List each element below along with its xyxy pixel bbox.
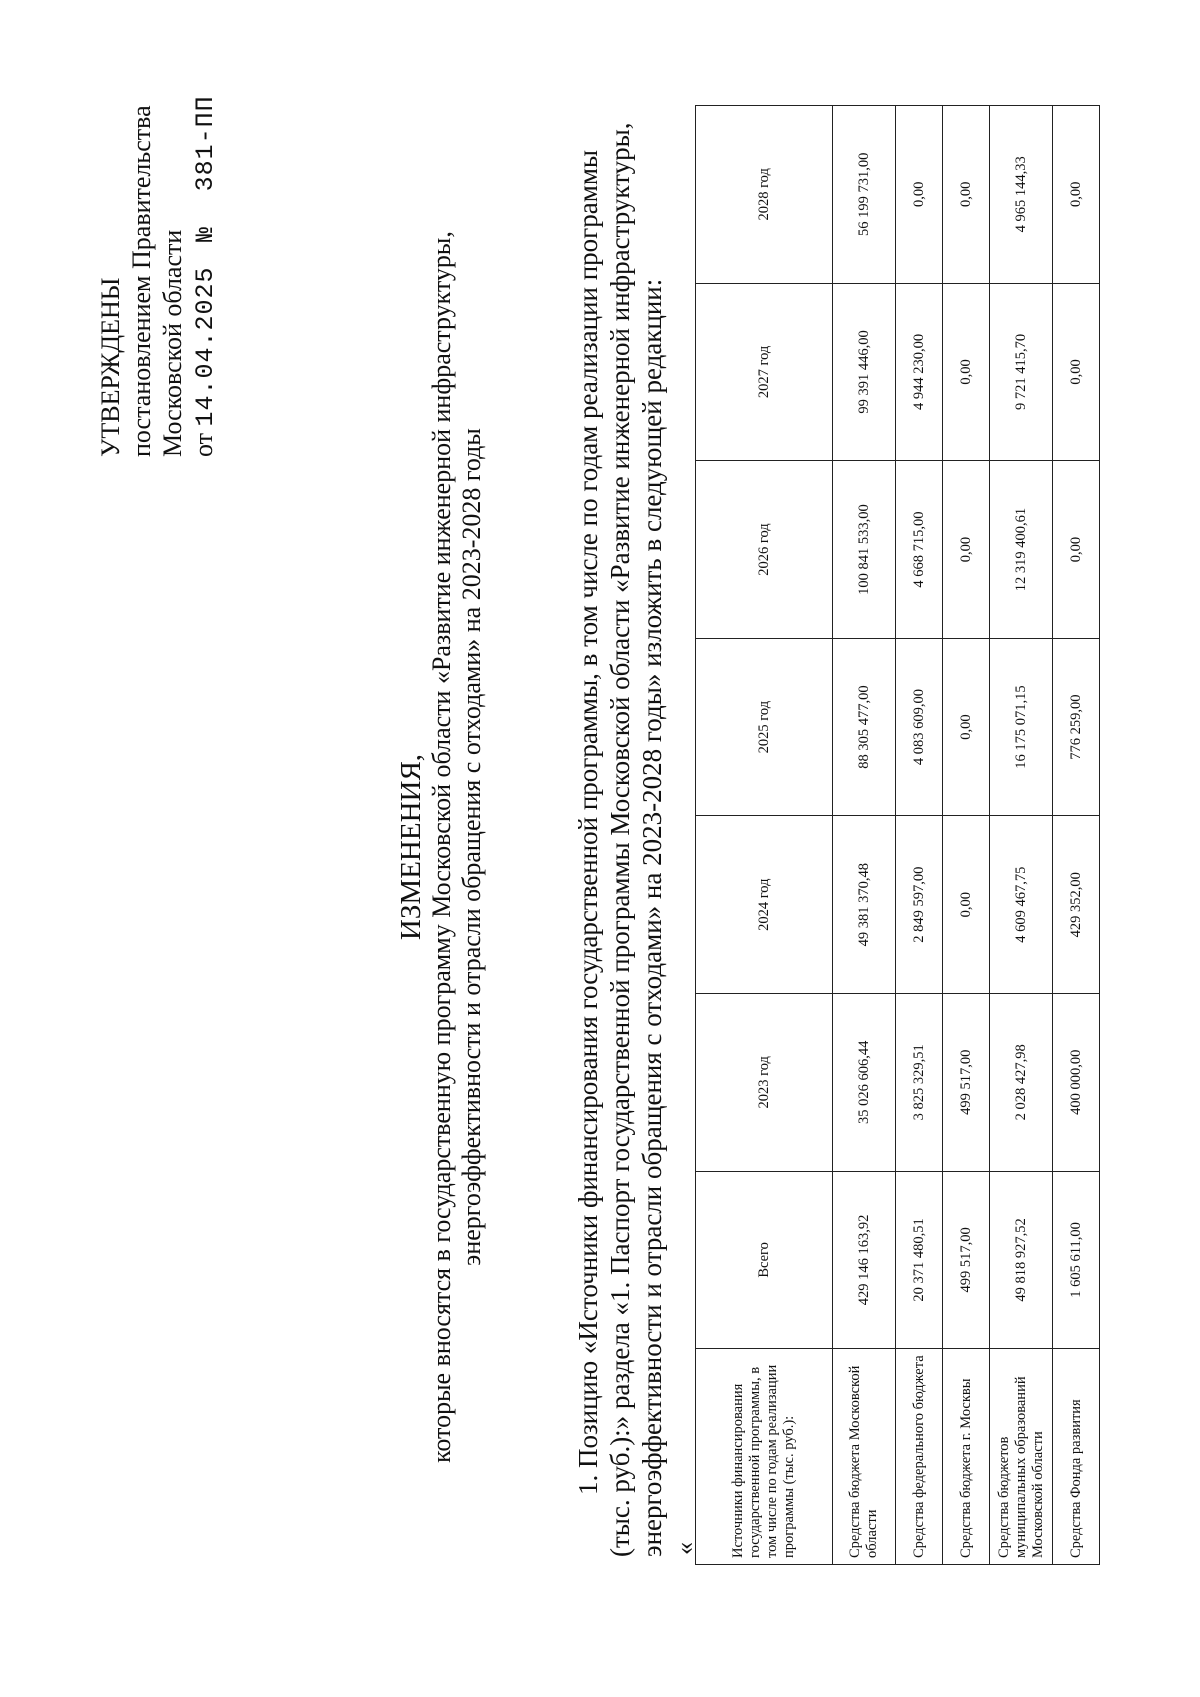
- approval-number: 381-ПП: [191, 95, 220, 192]
- table-cell: 2 028 427,98: [990, 994, 1053, 1172]
- table-row: [943, 106, 990, 1565]
- header-total: Всего: [696, 1171, 833, 1349]
- table-cell: 0,00: [1053, 461, 1100, 639]
- approval-date: 14.04.2025: [191, 266, 220, 427]
- table-cell: 4 965 144,33: [990, 106, 1053, 284]
- table-row: [1053, 106, 1100, 1565]
- table-cell: 100 841 533,00: [833, 461, 896, 639]
- table-cell: 4 668 715,00: [896, 461, 943, 639]
- table-cell: 99 391 446,00: [833, 283, 896, 461]
- approval-line: Московской области: [158, 229, 187, 457]
- paragraph-line: 1. Позицию «Источники финансирования государственной программы, в том числе по годам реализации программы: [573, 149, 603, 1495]
- table-cell: 4 944 230,00: [896, 283, 943, 461]
- table-cell: 429 146 163,92: [833, 1171, 896, 1349]
- table-cell: 400 000,00: [1053, 994, 1100, 1172]
- table-row: [990, 106, 1053, 1565]
- table-cell: 56 199 731,00: [833, 106, 896, 284]
- table-cell: 0,00: [943, 461, 990, 639]
- document-title: ИЗМЕНЕНИЯ,: [395, 753, 427, 941]
- table-row: [833, 106, 896, 1565]
- approval-title: УТВЕРЖДЕНЫ: [96, 277, 125, 457]
- header-year: 2026 год: [696, 461, 833, 639]
- amendment-paragraph: [572, 122, 668, 1557]
- number-sign: №: [191, 225, 220, 242]
- table-cell: 3 825 329,51: [896, 994, 943, 1172]
- table-cell: 0,00: [943, 106, 990, 284]
- table-cell: 4 609 467,75: [990, 816, 1053, 994]
- table-header-row: [696, 106, 833, 1565]
- header-year: 2025 год: [696, 638, 833, 816]
- table-cell: 776 259,00: [1053, 638, 1100, 816]
- table-cell: 1 605 611,00: [1053, 1171, 1100, 1349]
- table-cell: 499 517,00: [943, 994, 990, 1172]
- table-cell: 2 849 597,00: [896, 816, 943, 994]
- table-cell: 0,00: [1053, 283, 1100, 461]
- table-cell: 35 026 606,44: [833, 994, 896, 1172]
- date-prefix: от: [189, 432, 218, 457]
- table-cell: 12 319 400,61: [990, 461, 1053, 639]
- table-row: [896, 106, 943, 1565]
- table-cell: 499 517,00: [943, 1171, 990, 1349]
- header-year: 2024 год: [696, 816, 833, 994]
- table-cell: 20 371 480,51: [896, 1171, 943, 1349]
- table-cell: 0,00: [896, 106, 943, 284]
- header-year: 2027 год: [696, 283, 833, 461]
- table-cell: 9 721 415,70: [990, 283, 1053, 461]
- document-heading: [395, 197, 487, 1497]
- header-year: 2023 год: [696, 994, 833, 1172]
- financing-table: [695, 105, 1100, 1565]
- table-cell: 429 352,00: [1053, 816, 1100, 994]
- opening-quote-mark: «: [670, 1542, 699, 1555]
- approval-stamp: [95, 95, 221, 457]
- table-cell: 88 305 477,00: [833, 638, 896, 816]
- row-label: Средства бюджетов муниципальных образований Московской области: [990, 1349, 1053, 1565]
- table-cell: 0,00: [943, 816, 990, 994]
- heading-line: энергоэффективности и отрасли обращения с отходами» на 2023-2028 годы: [457, 428, 486, 1266]
- approval-date-line: [188, 95, 221, 457]
- paragraph-line: (тыс. руб.):» раздела «1. Паспорт государственной программы Московской области «Развитие инженерной инфраструктуры,: [605, 122, 635, 1557]
- approval-line: постановлением Правительства: [127, 105, 156, 457]
- table-cell: 0,00: [943, 638, 990, 816]
- table-cell: 49 818 927,52: [990, 1171, 1053, 1349]
- paragraph-line: энергоэффективности и отрасли обращения с отходами» на 2023-2028 годы» изложить в следующей редакции:: [637, 278, 667, 1557]
- header-year: 2028 год: [696, 106, 833, 284]
- header-sources: Источники финансирования государственной программы, в том числе по годам реализации программы (тыс. руб.):: [696, 1349, 833, 1565]
- table-cell: 16 175 071,15: [990, 638, 1053, 816]
- heading-line: которые вносятся в государственную программу Московской области «Развитие инженерной инфраструктуры,: [427, 231, 456, 1463]
- table-cell: 0,00: [943, 283, 990, 461]
- table-cell: 0,00: [1053, 106, 1100, 284]
- row-label: Средства федерального бюджета: [896, 1349, 943, 1565]
- table-cell: 49 381 370,48: [833, 816, 896, 994]
- row-label: Средства бюджета г. Москвы: [943, 1349, 990, 1565]
- row-label: Средства бюджета Московской области: [833, 1349, 896, 1565]
- table-cell: 4 083 609,00: [896, 638, 943, 816]
- row-label: Средства Фонда развития: [1053, 1349, 1100, 1565]
